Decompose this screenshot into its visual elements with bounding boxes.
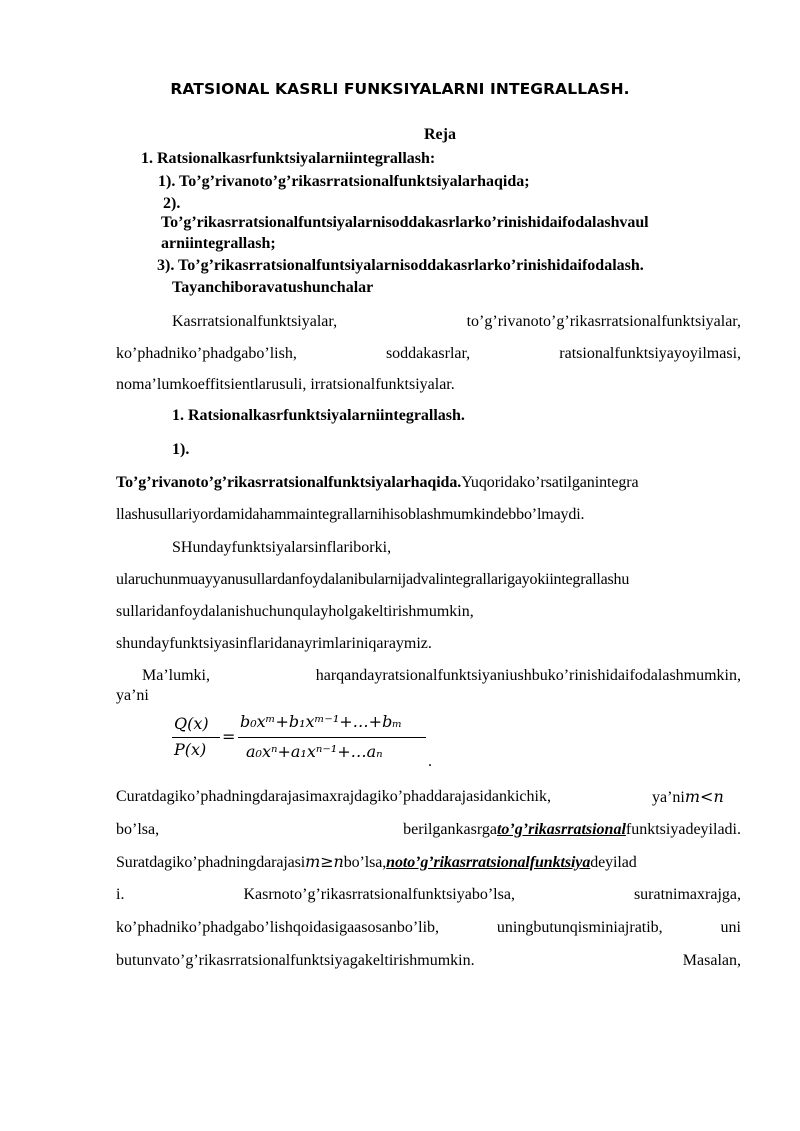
paragraph-3-line-1 (142, 666, 741, 686)
paragraph-text: bo’lsa, (343, 854, 387, 871)
paragraph-text: Kasrnoto’g’rikasrratsionalfunktsiyabo’lsa, (243, 886, 515, 903)
document-title: RATSIONAL KASRLI FUNKSIYALARNI INTEGRALLASH. (170, 80, 630, 98)
paragraph-4-line-2b (343, 820, 741, 840)
keyword-text: soddakasrlar, (385, 345, 471, 362)
paragraph-text: Suratdagiko’phadningdarajasi (116, 854, 306, 871)
paragraph-text: i. (116, 886, 125, 903)
plan-heading: Reja (424, 126, 456, 143)
paragraph-4-line-5: ko’phadniko’phadgabo’lishqoidasigaasosanbo’lib, uningbutunqisminiajratib, uni (116, 919, 741, 936)
paragraph-2-line-1: SHundayfunktsiyalarsinflariborki, (172, 539, 392, 556)
paragraph-text: deyilad (590, 854, 637, 871)
subsection-heading: To’g’rivanoto’g’rikasrratsionalfunktsiyalarhaqida. (116, 474, 462, 491)
plan-item-1-2-number: 2). (163, 195, 181, 212)
paragraph-text: butunvato’g’rikasrratsionalfunktsiyagakeltirishmumkin. (116, 952, 475, 969)
keywords-line-2 (116, 344, 741, 364)
section-1-heading: 1. Ratsionalkasrfunktsiyalarniintegrallash. (172, 407, 465, 424)
paragraph-4-line-6 (116, 951, 741, 971)
formula-lhs-denominator: P(x) (174, 740, 207, 759)
paragraph-text: Yuqoridako’rsatilganintegra (461, 474, 639, 491)
paragraph-4-line-2a: bo’lsa, (116, 821, 160, 838)
math-inline: m≥n (305, 852, 344, 871)
paragraph-4-line-1b (652, 787, 724, 808)
paragraph-3-line-2: ya’ni (116, 687, 149, 704)
subsection-number: 1). (172, 441, 190, 458)
formula-lhs-fraction-bar (172, 737, 220, 738)
keyword-text: to’g’rivanoto’g’rikasrratsionalfunktsiyalar, (466, 313, 741, 330)
paragraph-2-line-2: ularuchunmuayyanusullardanfoydalanibularnijadvalintegrallarigayokiintegrallashu (116, 571, 630, 588)
paragraph-1-line-1 (116, 473, 639, 493)
term-improper-fraction: noto’g’rikasrratsionalfunktsiya (386, 854, 591, 871)
paragraph-text: Masalan, (682, 952, 741, 969)
paragraph-4-line-1a: Curatdagiko’phadningdarajasimaxrajdagiko’phaddarajasidankichik, (116, 788, 551, 805)
keyword-text: Kasrratsionalfunktsiyalar, (172, 313, 338, 330)
paragraph-text: harqandayratsionalfunktsiyaniushbuko’rinishidaifodalashmumkin, (315, 667, 741, 684)
keyword-text: ko’phadniko’phadgabo’lish, (116, 345, 297, 362)
formula-rhs-denominator: a₀xⁿ+a₁xⁿ⁻¹+…aₙ (246, 742, 383, 761)
keywords-line-1 (172, 312, 741, 332)
formula-lhs-numerator: Q(x) (174, 714, 209, 733)
plan-item-1-2-line2: arniintegrallash; (161, 235, 276, 252)
term-proper-fraction: to’g’rikasrratsional (496, 821, 626, 838)
keywords-heading: Tayanchiboravatushunchalar (172, 279, 374, 296)
keywords-line-3: noma’lumkoeffitsientlarusuli, irratsionalfunktsiyalar. (116, 376, 455, 393)
plan-item-1: 1. Ratsionalkasrfunktsiyalarniintegrallash: (141, 150, 436, 167)
plan-item-1-2-line1: To’g’rikasrratsionalfuntsiyalarnisoddakasrlarko’rinishidaifodalashvaul (161, 214, 649, 231)
plan-item-1-3: 3). To’g’rikasrratsionalfuntsiyalarnisoddakasrlarko’rinishidaifodalash. (157, 257, 644, 274)
paragraph-text: ya’ni (652, 789, 685, 806)
paragraph-1-line-2: llashusullariyordamidahammaintegrallarnihisoblashmumkindebbo’lmaydi. (116, 506, 585, 523)
formula-period: . (428, 753, 432, 770)
paragraph-4-line-4 (116, 885, 741, 905)
paragraph-2-line-4: shundayfunktsiyasinflaridanayrimlariniqaraymiz. (116, 635, 432, 652)
formula-rhs-fraction-bar (238, 737, 426, 738)
paragraph-text: berilgankasrga (403, 821, 497, 838)
paragraph-4-line-3 (116, 852, 637, 873)
paragraph-2-line-3: sullaridanfoydalanishuchunqulayholgakeltirishmumkin, (116, 603, 474, 620)
formula-equals: = (222, 727, 236, 746)
math-inline: m<n (684, 787, 724, 806)
paragraph-text: suratnimaxrajga, (633, 886, 742, 903)
paragraph-text: funktsiyadeyiladi. (625, 821, 741, 838)
keyword-text: ratsionalfunktsiyayoyilmasi, (559, 345, 742, 362)
plan-item-1-1: 1). To’g’rivanoto’g’rikasrratsionalfunktsiyalarhaqida; (158, 173, 530, 190)
paragraph-text: Ma’lumki, (142, 667, 210, 684)
formula-rhs-numerator: b₀xᵐ+b₁xᵐ⁻¹+…+bₘ (240, 712, 403, 731)
